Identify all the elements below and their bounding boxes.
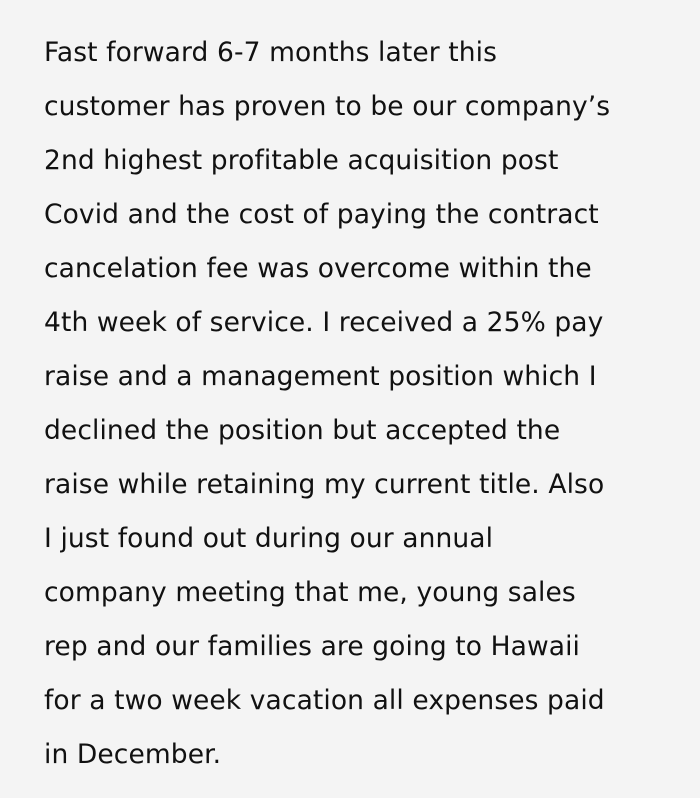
text-line: 2nd highest profitable acquisition post xyxy=(44,145,559,176)
text-line: declined the position but accepted the xyxy=(44,415,561,446)
text-line: cancelation fee was overcome within the xyxy=(44,253,592,284)
text-line: in December. xyxy=(44,739,222,770)
text-line: Covid and the cost of paying the contract xyxy=(44,199,599,230)
text-line: I just found out during our annual xyxy=(44,523,494,554)
text-line: Fast forward 6-7 months later this xyxy=(44,37,498,68)
text-line: for a two week vacation all expenses paid xyxy=(44,685,605,716)
text-line: rep and our families are going to Hawaii xyxy=(44,631,581,662)
text-line: company meeting that me, young sales xyxy=(44,577,576,608)
paragraph xyxy=(44,26,680,782)
text-line: 4th week of service. I received a 25% pay xyxy=(44,307,604,338)
text-line: raise while retaining my current title. Also xyxy=(44,469,605,500)
text-line: customer has proven to be our company’s xyxy=(44,91,611,122)
text-line: raise and a management position which I xyxy=(44,361,597,392)
